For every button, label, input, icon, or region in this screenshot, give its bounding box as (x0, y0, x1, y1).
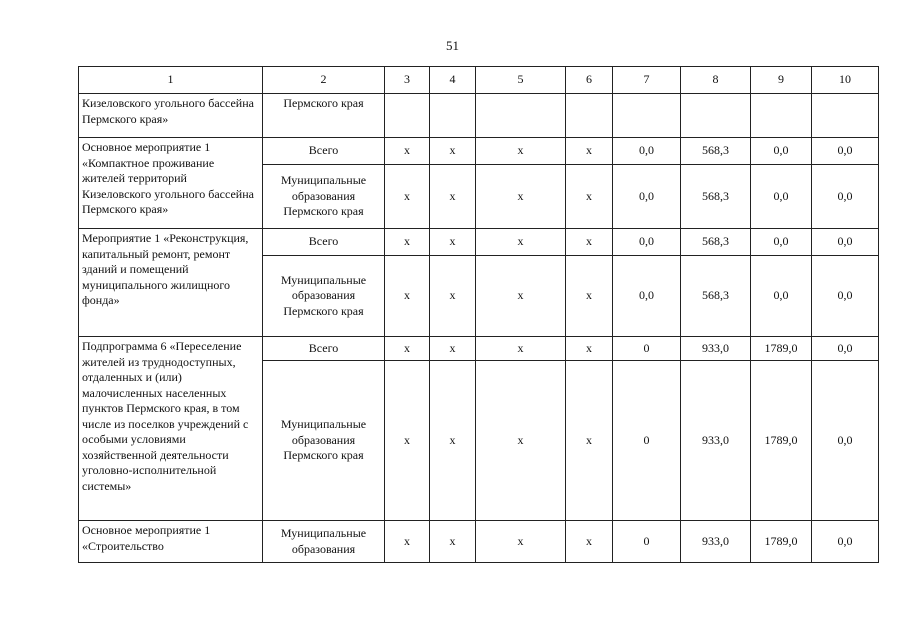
funding-source-cell: Муниципальные образования Пермского края (263, 361, 385, 521)
header-cell: 1 (79, 67, 263, 94)
value-cell: 0 (613, 361, 681, 521)
value-cell: 1789,0 (751, 361, 812, 521)
value-cell: х (566, 229, 613, 256)
header-row (79, 67, 879, 94)
value-cell: 568,3 (681, 256, 751, 337)
value-cell: х (385, 165, 430, 229)
header-cell: 9 (751, 67, 812, 94)
funding-source-cell: Муниципальные образования Пермского края (263, 165, 385, 229)
value-cell (681, 94, 751, 138)
value-cell: х (430, 165, 476, 229)
header-cell: 4 (430, 67, 476, 94)
budget-table (78, 66, 879, 563)
value-cell: 568,3 (681, 138, 751, 165)
value-cell: 0,0 (613, 256, 681, 337)
value-cell (385, 94, 430, 138)
value-cell: х (476, 521, 566, 563)
header-cell: 5 (476, 67, 566, 94)
value-cell: х (476, 361, 566, 521)
value-cell: 933,0 (681, 521, 751, 563)
value-cell: х (385, 229, 430, 256)
value-cell: х (476, 229, 566, 256)
program-name-cell: Подпрограмма 6 «Переселение жителей из труднодоступных, отдаленных и (или) малочисленных населенных пунктов Пермского края, в том числе из поселков учреждений с особыми условиями хозяйственной деятельности уголовно-исполнительной системы» (79, 337, 263, 521)
value-cell: 568,3 (681, 165, 751, 229)
value-cell: х (566, 256, 613, 337)
value-cell: 0,0 (812, 229, 879, 256)
value-cell (613, 94, 681, 138)
value-cell: 0,0 (751, 256, 812, 337)
value-cell: х (566, 165, 613, 229)
value-cell: х (476, 256, 566, 337)
value-cell: х (385, 361, 430, 521)
value-cell: х (430, 138, 476, 165)
value-cell: х (430, 337, 476, 361)
table-row (79, 229, 879, 256)
header-cell: 2 (263, 67, 385, 94)
value-cell (812, 94, 879, 138)
value-cell (751, 94, 812, 138)
value-cell: х (430, 521, 476, 563)
value-cell: 0,0 (751, 138, 812, 165)
value-cell: х (566, 138, 613, 165)
value-cell: х (476, 165, 566, 229)
funding-source-cell: Пермского края (263, 94, 385, 138)
table-row (79, 337, 879, 361)
value-cell: 0,0 (751, 229, 812, 256)
value-cell: х (385, 521, 430, 563)
header-cell: 10 (812, 67, 879, 94)
value-cell: 0 (613, 521, 681, 563)
header-cell: 3 (385, 67, 430, 94)
value-cell: 568,3 (681, 229, 751, 256)
value-cell: х (566, 521, 613, 563)
value-cell: х (385, 337, 430, 361)
value-cell: 0,0 (812, 165, 879, 229)
header-cell: 7 (613, 67, 681, 94)
program-name-cell: Мероприятие 1 «Реконструкция, капитальный ремонт, ремонт зданий и помещений муниципального жилищного фонда» (79, 229, 263, 337)
page-number: 51 (446, 38, 459, 53)
value-cell: х (566, 337, 613, 361)
value-cell: 0 (613, 337, 681, 361)
value-cell (430, 94, 476, 138)
value-cell: 1789,0 (751, 521, 812, 563)
header-cell: 8 (681, 67, 751, 94)
program-name-cell: Основное мероприятие 1 «Компактное проживание жителей территорий Кизеловского угольного бассейна Пермского края» (79, 138, 263, 229)
header-cell: 6 (566, 67, 613, 94)
value-cell: 0,0 (812, 521, 879, 563)
value-cell: 0,0 (812, 256, 879, 337)
value-cell: х (385, 256, 430, 337)
value-cell: 0,0 (812, 337, 879, 361)
value-cell: х (476, 138, 566, 165)
value-cell: х (430, 229, 476, 256)
funding-source-cell: Муниципальные образования (263, 521, 385, 563)
funding-source-cell: Всего (263, 229, 385, 256)
table-row (79, 94, 879, 138)
value-cell (476, 94, 566, 138)
value-cell: 933,0 (681, 337, 751, 361)
value-cell: 0,0 (613, 165, 681, 229)
table-row (79, 138, 879, 165)
value-cell: х (430, 256, 476, 337)
value-cell: х (566, 361, 613, 521)
value-cell: 0,0 (613, 229, 681, 256)
value-cell: 0,0 (812, 138, 879, 165)
value-cell: х (430, 361, 476, 521)
value-cell (566, 94, 613, 138)
table-row (79, 521, 879, 563)
program-name-cell: Основное мероприятие 1 «Строительство (79, 521, 263, 563)
program-name-cell: Кизеловского угольного бассейна Пермского края» (79, 94, 263, 138)
value-cell: 1789,0 (751, 337, 812, 361)
value-cell: 0,0 (812, 361, 879, 521)
funding-source-cell: Всего (263, 337, 385, 361)
value-cell: 0,0 (613, 138, 681, 165)
value-cell: 0,0 (751, 165, 812, 229)
value-cell: х (385, 138, 430, 165)
funding-source-cell: Муниципальные образования Пермского края (263, 256, 385, 337)
funding-source-cell: Всего (263, 138, 385, 165)
value-cell: 933,0 (681, 361, 751, 521)
value-cell: х (476, 337, 566, 361)
